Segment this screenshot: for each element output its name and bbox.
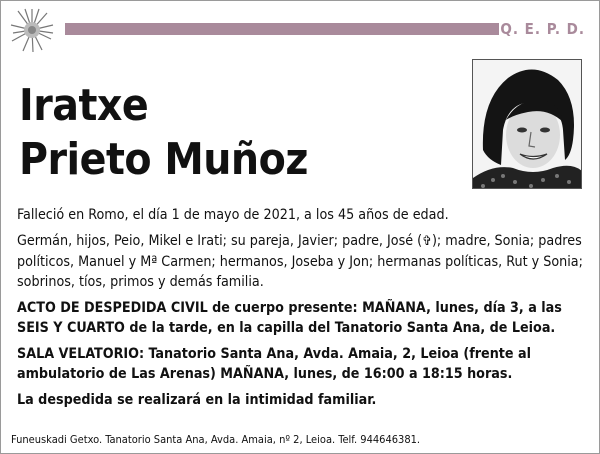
- thistle-flower-icon: [9, 7, 55, 53]
- obituary-body: [17, 205, 589, 416]
- deceased-name: [19, 79, 308, 187]
- family-list: [17, 231, 589, 292]
- name-line-1: Iratxe: [19, 80, 149, 131]
- portrait-photo-icon: [473, 60, 582, 189]
- funeral-home-footer: Funeuskadi Getxo. Tanatorio Santa Ana, Avda. Amaia, nº 2, Leioa. Telf. 944646381.: [11, 433, 421, 446]
- header-bar: [65, 23, 499, 35]
- death-notice: Falleció en Romo, el día 1 de mayo de 2021, a los 45 años de edad.: [17, 207, 449, 223]
- qepd-label: Q. E. P. D.: [500, 20, 585, 38]
- portrait-photo: [472, 59, 582, 189]
- family-text-part2: ); madre, Sonia; padres políticos, Manuel y Mª Carmen; hermanos, Joseba y Jon; hermanas políticas, Rut y Sonia; sobrinos, tíos, primos y demás familia.: [17, 233, 583, 290]
- farewell-note: La despedida se realizará en la intimidad familiar.: [17, 392, 377, 408]
- name-line-2: Prieto Muñoz: [19, 134, 308, 185]
- family-text-part1: Germán, hijos, Peio, Mikel e Irati; su pareja, Javier; padre, José (: [17, 233, 423, 249]
- wake-info: SALA VELATORIO: Tanatorio Santa Ana, Avda. Amaia, 2, Leioa (frente al ambulatorio de Las Arenas) MAÑANA, lunes, de 16:00 a 18:15 horas.: [17, 346, 531, 382]
- ceremony-info: ACTO DE DESPEDIDA CIVIL de cuerpo presente: MAÑANA, lunes, día 3, a las SEIS Y CUARTO de la tarde, en la capilla del Tanatorio Santa Ana, de Leioa.: [17, 300, 562, 336]
- cross-icon: ✞: [422, 234, 432, 249]
